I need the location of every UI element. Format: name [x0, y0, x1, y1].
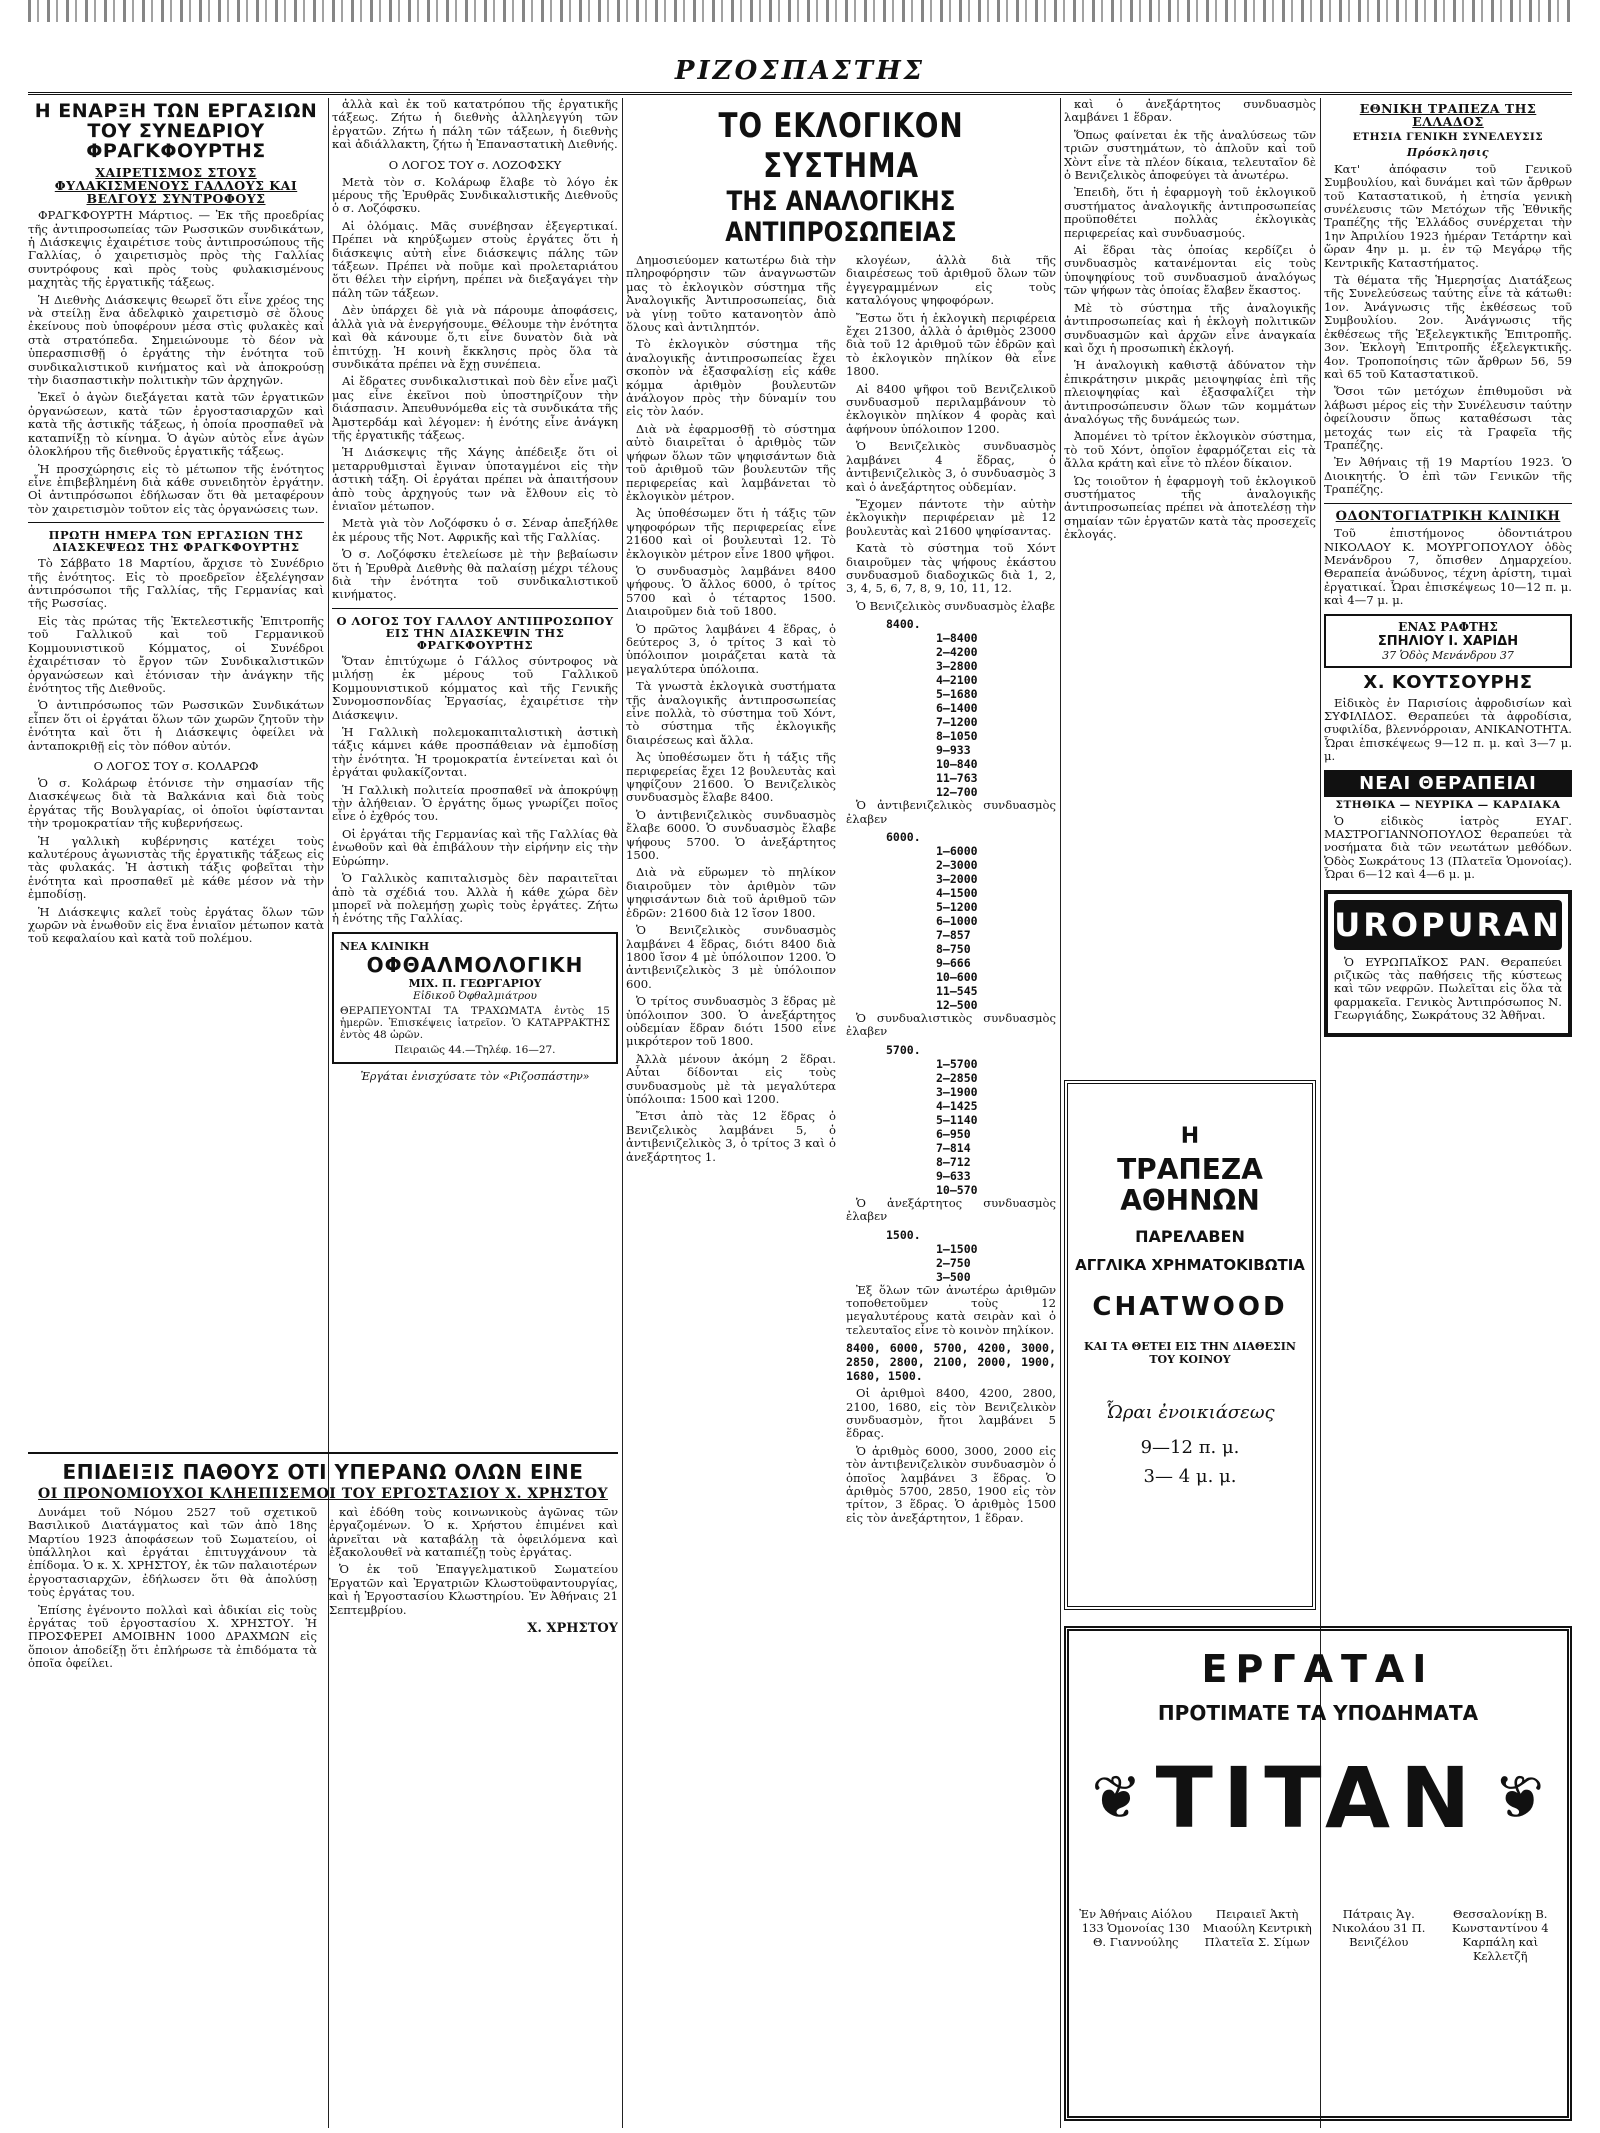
- vote-table-row: 4—2100: [936, 673, 978, 688]
- vote-table-row: 4—1500: [936, 885, 978, 900]
- store-address: Πειραιεῖ Ἀκτὴ Μιαούλη Κεντρικὴ Πλατεῖα Σ. Σίμων: [1202, 1907, 1312, 1949]
- article-paragraph: Ὁ σ. Λοζόφσκυ ἐτελείωσε μὲ τὴν βεβαίωσιν ὅτι ἡ Ἐρυθρὰ Διεθνὴς θὰ παλαίσῃ μέχρι τέλους διὰ τὴν ἑνότητα τοῦ συνδικαλιστικοῦ κινήματος.: [332, 547, 618, 602]
- column-2: [332, 98, 618, 1448]
- ad-bank-name: ΤΡΑΠΕΖΑ ΑΘΗΝΩΝ: [1117, 1153, 1263, 1217]
- store-address: Ἐν Ἀθήναις Αἰόλου 133 Ὁμονοίας 130 Θ. Γιαννούλης: [1079, 1907, 1193, 1949]
- vote-table-row: 9—666: [936, 955, 971, 970]
- article-paragraph: κλογέων, ἀλλὰ διὰ τῆς διαιρέσεως τοῦ ἀριθμοῦ ὅλων τῶν ἐγγεγραμμένων εἰς τοὺς καταλόγους ψηφοφόρων.: [846, 253, 1056, 308]
- article-paragraph: Τὰ γνωστὰ ἐκλογικὰ συστήματα τῆς ἀναλογικῆς ἀντιπροσωπείας εἶνε πολλὰ, τὸ σύστημα τοῦ Χόντ, τὸ σύστημα τῆς ἐκλογικῆς διαιρέσεως καὶ ἄλλα.: [626, 679, 836, 747]
- article-paragraph: Ἡ Γαλλικὴ πολεμοκαπιταλιστικὴ ἀστικὴ τάξις κάμνει κάθε προσπάθειαν νὰ ἐμποδίσῃ τὴν ἑνότητα. Ἡ τρομοκρατία ἐντείνεται καὶ ὁι ἐργάται φυλακίζονται.: [332, 725, 618, 780]
- ad-address: 37 Ὁδὸς Μενάνδρου 37: [1382, 648, 1514, 662]
- vote-table-row: 4—1425: [936, 1098, 978, 1113]
- article-paragraph: καὶ ὁ ἀνεξάρτητος συνδυασμὸς λαμβάνει 1 ἕδραν.: [1064, 98, 1316, 125]
- separator: [332, 608, 618, 609]
- article-paragraph: Ἐκεῖ ὁ ἀγὼν διεξάγεται κατὰ τῶν ἐργατικῶν ὀργανώσεων, κατὰ τῶν ἐργοστασιαρχῶν καὶ κατὰ τῆς ἀστικῆς τάξεως, ἡ ὁποία προσπαθεῖ νὰ καταπνίξῃ τὸ κίνημα. Ὁ ἀγὼν αὐτὸς εἶνε ἀγὼν ὁλοκλήρου τῆς διεθνοῦς ἐργατικῆς τάξεως.: [28, 390, 324, 459]
- vote-table-row: 7—857: [936, 927, 971, 942]
- article-paragraph: Τὸ ἐκλογικὸν σύστημα τῆς ἀναλογικῆς ἀντιπροσωπείας ἔχει σκοπὸν νὰ ἐξασφαλίσῃ εἰς κάθε κόμμα ἀριθμὸν βουλευτῶν ἀνάλογον πρὸς τὴν δύναμίν του εἰς τὸν λαόν.: [626, 337, 836, 419]
- bank-advertisement: [1064, 1080, 1316, 1610]
- article-paragraph: Ὁ τρίτος συνδυασμὸς 3 ἕδρας μὲ ὑπόλοιπον 300. Ὁ ἀνεξάρτητος οὐδεμίαν ἕδραν διότι 1500 εἶνε μικρότερον τοῦ 1800.: [626, 994, 836, 1049]
- column-4: [1064, 98, 1316, 1618]
- article-paragraph: Ἡ προσχώρησις εἰς τὸ μέτωπον τῆς ἑνότητος εἶνε ἐπιβεβλημένη διὰ κάθε συνειδητὸν ἐργάτην. Οἱ ἀντιπρόσωποι ἐδήλωσαν ὅτι θὰ μεταφέρουν τὸν χαιρετισμὸν τοῦτον εἰς τὰς ὀργανώσεις των.: [28, 461, 324, 516]
- article-paragraph: Εἰς τὰς πρώτας τῆς Ἐκτελεστικῆς Ἐπιτροπῆς τοῦ Γαλλικοῦ καὶ τοῦ Γερμανικοῦ Κομμουνιστικοῦ Κόμματος, οἱ Συνέδροι ἐχαιρέτισαν τὸ ἔργον τῶν Συνδικαλιστικῶν ὀργανώσεων καὶ ἐτόνισαν τὴν ἀνάγκην τῆς ἑνότητος τῆς Διεθνοῦς.: [28, 613, 324, 695]
- vote-table-row: 1—5700: [936, 1056, 978, 1071]
- vote-table-row: 5—1680: [936, 687, 978, 702]
- separator: [28, 522, 324, 523]
- vote-table-row: 7—814: [936, 1140, 971, 1155]
- ad-address: Πειραιῶς 44.—Τηλέφ. 16—27.: [394, 1043, 556, 1056]
- column-1: [28, 98, 324, 1448]
- ad-body: Εἰδικὸς ἐν Παρισίοις ἀφροδισίων καὶ ΣΥΦΙΛΙΔΟΣ. Θεραπεύει τὰ ἀφροδίσια, συφιλίδα, βλεννόρροιαν, ΑΝΙΚΑΝΟΤΗΤΑ. Ὧραι ἐπισκέψεως 9—12 π. μ. καὶ 3—7 μ. μ.: [1324, 695, 1572, 764]
- ad-body: Ὁ ΕΥΡΩΠΑΪΚΟΣ ΡΑΝ. Θεραπεύει ριζικῶς τὰς παθήσεις τῆς κύστεως καὶ τῶν νεφρῶν. Πωλεῖται εἰς ὅλα τὰ φαρμακεῖα. Γενικὸς Ἀντιπρόσωπος Ν. Γεωργιάδης, Σωκράτους 32 Ἀθῆναι.: [1334, 954, 1562, 1023]
- article-paragraph: Ἔχομεν πάντοτε τὴν αὐτὴν ἐκλογικὴν περιφέρειαν μὲ 12 βουλευτὰς καὶ 21600 ψηφίσαντας.: [846, 496, 1056, 538]
- column-rule: [622, 98, 623, 2128]
- ad-label: ΝΕΑ ΚΛΙΝΙΚΗ: [340, 939, 430, 953]
- footer-note: Ἐργάται ἐνισχύσατε τὸν «Ριζοσπάστην»: [360, 1069, 590, 1083]
- vote-table: [846, 830, 1056, 1012]
- article-paragraph: Ἐπίσης ἐγένοντο πολλαὶ καὶ ἀδικίαι εἰς τοὺς ἐργάτας τοῦ ἐργοστασίου Χ. ΧΡΗΣΤΟΥ. Ἡ ΠΡΟΣΦΕΡΕΙ ΑΜΟΙΒΗΝ 1000 ΔΡΑΧΜΩΝ εἰς ὅποιον ἀποδείξῃ ὅτι ἐπλήρωσε τὰ ἐπιδόματα τὰ ὁποῖα ὀφείλει.: [28, 1602, 317, 1671]
- article-paragraph: Ὁ Βενιζελικὸς συνδυασμὸς λαμβάνει 4 ἕδρας, ὁ ἀντιβενιζελικὸς 3, ὁ συνδυασμὸς 3 καὶ ὁ ἀνεξάρτητος οὐδεμίαν.: [846, 439, 1056, 494]
- article-paragraph: Διὰ νὰ ἐφαρμοσθῇ τὸ σύστημα αὐτὸ διαιρεῖται ὁ ἀριθμὸς τῶν ψήφων ὅλων τῶν ψηφισάντων διὰ τοῦ ἀριθμοῦ τῶν βουλευτῶν τῆς περιφερείας καὶ λαμβάνεται τὸ ἐκλογικὸν μέτρον.: [626, 421, 836, 503]
- article-paragraph: Ὁ Γαλλικὸς καπιταλισμὸς δὲν παραιτεῖται ἀπὸ τὰ σχέδιά του. Ἀλλὰ ἡ κάθε χώρα δὲν μπορεῖ νὰ πολεμήσῃ χωρὶς τοὺς ἐργάτες. Ζήτω ἡ ἑνότης τῆς Γαλλίας.: [332, 871, 618, 926]
- article-left-column: [626, 254, 836, 1529]
- vote-table-row: 10—840: [936, 757, 978, 772]
- article-paragraph: Ἔτσι ἀπὸ τὰς 12 ἕδρας ὁ Βενιζελικὸς λαμβάνει 5, ὁ ἀντιβενιζελικὸς 3, ὁ τρίτος 3 καὶ ὁ ἀνεξάρτητος 1.: [626, 1109, 836, 1164]
- ad-body: ΘΕΡΑΠΕΥΟΝΤΑΙ ΤΑ ΤΡΑΧΩΜΑΤΑ ἐντὸς 15 ἡμερῶν. Ἐπισκέψεις ἰατρεῖον. Ὁ ΚΑΤΑΡΡΑΚΤΗΣ ἐντὸς 48 ὡρῶν.: [340, 1004, 610, 1041]
- vote-table-row: 6—1400: [936, 701, 978, 716]
- section-headline: Ο ΛΟΓΟΣ ΤΟΥ σ. ΛΟΖΟΦΣΚΥ: [388, 157, 562, 172]
- notice-paragraph: Κατ' ἀπόφασιν τοῦ Γενικοῦ Συμβουλίου, καὶ δυνάμει καὶ τῶν ἄρθρων τοῦ Καταστατικοῦ, ἡ ἐτησία γενικὴ συνέλευσις τῶν Μετόχων τῆς Ἐθνικῆς Τραπέζης τῆς Ἑλλάδος συνέρχεται τὴν 1ην Ἀπριλίου 1923 ἡμέραν Τετάρτην καὶ ὥραν 4ην μ. μ. ἐν τῷ Μεγάρῳ τῆς Κεντρικῆς Καταστήματος.: [1324, 161, 1572, 270]
- ad-subheadline: ΠΡΟΤΙΜΑΤΕ ΤΑ ΥΠΟΔΗΜΑΤΑ: [1157, 1701, 1479, 1725]
- vote-table: [846, 1043, 1056, 1197]
- column-5: [1324, 98, 1572, 1628]
- article-paragraph: Ὁ σ. Κολάρωφ ἐτόνισε τὴν σημασίαν τῆς Διασκέψεως διὰ τὰ Βαλκάνια καὶ διὰ τοὺς ἐργάτας τῆς Βουλγαρίας, οἱ ὁποῖοι ὑφίστανται τὴν τρομοκρατίαν τῆς κυβερνήσεως.: [28, 775, 324, 831]
- vote-table-row: 2—3000: [936, 857, 978, 872]
- article-paragraph: Ὅπως φαίνεται ἐκ τῆς ἀναλύσεως τῶν τριῶν συστημάτων, τὸ ἁπλοῦν καὶ τοῦ Χὸντ εἶνε τὰ πλέον δίκαια, τελευταῖον δὲ ὁ Βενιζελικὸς ἀποφεύγει τὰ ἀνωτέρω.: [1064, 127, 1316, 183]
- vote-table-label: 1500.: [886, 1227, 921, 1242]
- article-paragraph: Ὅταν ἐπιτύχωμε ὁ Γάλλος σύντροφος νὰ μιλήσῃ ἐκ μέρους τοῦ Γαλλικοῦ Κομμουνιστικοῦ κόμματος καὶ τῆς Γενικῆς Συνομοσπονδίας Ἐργασίας, ἐχαιρέτισε τὴν Διάσκεψιν.: [332, 654, 618, 722]
- vote-table-label: 6000.: [886, 829, 921, 844]
- ad-headline: ΟΦΘΑΛΜΟΛΟΓΙΚΗ: [366, 952, 584, 977]
- vote-table-row: 11—763: [936, 771, 978, 786]
- vote-table-row: 8—750: [936, 941, 971, 956]
- ordered-quotients: 8400, 6000, 5700, 4200, 3000, 2850, 2800, 2100, 2000, 1900, 1680, 1500.: [846, 1341, 1056, 1384]
- vote-table-row: 5—1200: [936, 899, 978, 914]
- article-paragraph: Ἡ ἀναλογικὴ καθιστᾷ ἀδύνατον τὴν ἐπικράτησιν μικρᾶς μειοψηφίας ἐπὶ τῆς πλειοψηφίας καὶ ἐξασφαλίζει τὴν ἀντιπροσώπευσιν ὅλων τῶν κομμάτων ἀναλόγως τῆς δυνάμεώς των.: [1064, 358, 1316, 426]
- notice-paragraph: Τὰ θέματα τῆς Ἡμερησίας Διατάξεως τῆς Συνελεύσεως ταύτης εἶνε τὰ κάτωθι: 1ον. Ἀνάγνωσις τῆς ἐκθέσεως τοῦ Συμβουλίου. 2ον. Ἀνάγνωσις τῆς ἐκθέσεως τῆς Ἐξελεγκτικῆς Ἐπιτροπῆς. 3ον. Ἐκλογὴ Ἐπιτροπῆς ἐξελεγκτικῆς. 4ον. Τροποποίησις τῶν ἄρθρων 56, 59 καὶ 65 τοῦ Καταστατικοῦ.: [1324, 273, 1572, 381]
- article-paragraph: Ἔστω ὅτι ἡ ἐκλογικὴ περιφέρεια ἔχει 21300, ἀλλὰ ὁ ἀριθμὸς 23000 διὰ τοῦ 12 ἀριθμοῦ τῶν ἑδρῶν καὶ τὸ ἐκλογικὸν πηλίκον θὰ εἶνε 1800.: [846, 310, 1056, 379]
- ad-hours: 9—12 π. μ.: [1140, 1436, 1240, 1458]
- titan-advertisement: [1064, 1626, 1572, 2121]
- bottom-article: [28, 1452, 618, 2130]
- vote-table-row: 3—2800: [936, 659, 978, 674]
- ad-brand: CHATWOOD: [1092, 1291, 1288, 1322]
- article-paragraph: Ὁ ἐκ τοῦ Ἐπαγγελματικοῦ Σωματείου Ἐργατῶν καὶ Ἐργατριῶν Κλωστοϋφαντουργίας, καὶ ἡ Ἐργοστασίου Κλωστηρίου. Ἐν Ἀθήναις 21 Σεπτεμβρίου.: [329, 1562, 618, 1617]
- article-body: [626, 254, 1056, 1529]
- signature: Χ. ΧΡΗΣΤΟΥ: [527, 1620, 618, 1636]
- article-paragraph: καὶ ἐδόθη τοὺς κοινωνικοὺς ἀγῶνας τῶν ἐργαζομένων. Ὁ κ. Χρήστου ἐπιμένει καὶ ἀρνεῖται νὰ καταβάλῃ τὰ ὀφειλόμενα καὶ ἐξακολουθεῖ νὰ καταπιέζῃ τοὺς ἐργάτας.: [329, 1504, 618, 1559]
- ornament-icon: ❦: [1494, 1763, 1545, 1833]
- article-paragraph: Αἱ ὁλόμαις. Μᾶς συνέβησαν ἐξεγερτικαί. Πρέπει νὰ κηρύξωμεν στοὺς ἐργάτες ὅτι ἡ διάσκεψις αὐτὴ εἶνε διάσκεψις πάλης τῶν τάξεων. Πρέπει νὰ ποῦμε καὶ προλεταριάτου ὅτι θέλει τὴν εἰρήνη, πρέπει νὰ διεξαγάγει τὴν πάλη τῶν τάξεων.: [332, 218, 618, 300]
- vote-table-row: 12—700: [936, 785, 978, 800]
- section-headline: Ο ΛΟΓΟΣ ΤΟΥ σ. ΚΟΛΑΡΩΦ: [93, 758, 259, 773]
- vote-table-row: 5—1140: [936, 1112, 978, 1127]
- ad-line: ΑΓΓΛΙΚΑ ΧΡΗΜΑΤΟΚΙΒΩΤΙΑ: [1075, 1255, 1305, 1274]
- article-paragraph: Αἱ ἔδρατες συνδικαλιστικαὶ ποὺ δὲν εἶνε μαζὶ μας εἶνε ἐκεῖνοι ποὺ ὑποστηρίζουν τὴν διάσπασιν. Ἀπευθυνόμεθα εἰς τὰ συνδικάτα τῆς Ἀμστερδάμ καὶ λέγομεν: ἡ ἑνότης εἶνε ἀνάγκη τῆς ἐργατικῆς τάξεως.: [332, 374, 618, 442]
- ad-hours-label: Ὧραι ἐνοικιάσεως: [1105, 1401, 1275, 1423]
- separator: [1324, 503, 1572, 504]
- vote-table-row: 3—1900: [936, 1084, 978, 1099]
- ad-headline: ΟΔΟΝΤΟΓΙΑΤΡΙΚΗ ΚΛΙΝΙΚΗ: [1335, 508, 1561, 524]
- article-paragraph: Ὁ ἀνεξάρτητος συνδυασμὸς ἐλαβεν: [846, 1195, 1056, 1224]
- ad-subtitle: Εἰδικοῦ Ὀφθαλμιάτρου: [413, 989, 537, 1002]
- ad-body: Τοῦ ἐπιστήμονος ὀδοντιάτρου ΝΙΚΟΛΑΟΥ Κ. ΜΟΥΡΓΟΠΟΥΛΟΥ ὁδὸς Μενάνδρου 7, ὄπισθεν Δημαρχείου. Θεραπεία ἀνώδυνος, τέχνη ἀρίστη, τιμαὶ ἐργατικαί. Ὧραι ἐπισκέψεως 10—12 π. μ. καὶ 4—7 μ. μ.: [1324, 526, 1572, 608]
- uropuran-advertisement: [1324, 890, 1572, 1037]
- article-paragraph: Ὁ Βενιζελικὸς συνδυασμὸς λαμβάνει 4 ἕδρας, διότι 8400 διὰ 1800 ἴσον 4 μὲ ὑπόλοιπον 1200. Ὁ ἀντιβενιζελικὸς 3 μὲ ὑπόλοιπον 600.: [626, 923, 836, 991]
- article-paragraph: Ἀλλὰ μένουν ἀκόμη 2 ἕδραι. Αὗται δίδονται εἰς τοὺς συνδυασμοὺς μὲ τὰ μεγαλύτερα ὑπόλοιπα: 1500 καὶ 1200.: [626, 1051, 836, 1106]
- vote-table-row: 11—545: [936, 983, 978, 998]
- ad-name: ΣΠΗΛΙΟΥ Ι. ΧΑΡΙΔΗ: [1377, 633, 1519, 649]
- article-paragraph: Μετὰ τὸν σ. Κολάρωφ ἔλαβε τὸ λόγο ἐκ μέρους τῆς Ἐρυθρᾶς Συνδικαλιστικῆς Διεθνοῦς ὁ σ. Λοζόφσκυ.: [332, 174, 618, 216]
- tailor-advertisement: [1324, 614, 1572, 668]
- vote-table-row: 3—500: [936, 1269, 971, 1284]
- article-subheadline: ΟΙ ΠΡΟΝΟΜΙΟΥΧΟΙ ΚΛΗΕΠΙΣΕΜΟΙ ΤΟΥ ΕΡΓΟΣΤΑΣΙΟΥ Χ. ΧΡΗΣΤΟΥ: [38, 1486, 608, 1502]
- store-address: Θεσσαλονίκῃ Β. Κωνσταντίνου 4 Καρπάλη καὶ Κελλετζῆ: [1451, 1907, 1549, 1963]
- ad-hours: 3— 4 μ. μ.: [1143, 1465, 1237, 1487]
- notice-headline: ΕΘΝΙΚΗ ΤΡΑΠΕΖΑ ΤΗΣ ΕΛΛΑΔΟΣ: [1359, 101, 1537, 130]
- newspaper-page: [28, 0, 1572, 2133]
- vote-table-row: 1—1500: [936, 1241, 978, 1256]
- vote-table-row: 8—712: [936, 1154, 971, 1169]
- section-headline: ΠΡΩΤΗ ΗΜΕΡΑ ΤΩΝ ΕΡΓΑΣΙΩΝ ΤΗΣ ΔΙΑΣΚΕΨΕΩΣ ΤΗΣ ΦΡΑΓΚΦΟΥΡΤΗΣ: [48, 528, 304, 555]
- article-paragraph: Δυνάμει τοῦ Νόμου 2527 τοῦ σχετικοῦ Βασιλικοῦ Διατάγματος καὶ τῶν ἀπὸ 18ης Μαρτίου 1923 ἀποφάσεων τοῦ Σωματείου, οἱ ὑπάλληλοι καὶ ἐργάται ἐπιτυγχάνουν τὰ ἐπίδομα. Ὁ κ. Χ. ΧΡΗΣΤΟΥ, ἐκ τῶν παλαιοτέρων ἐργοστασιαρχῶν, ἐδήλωσεν ὅτι θὰ ἀπολύσῃ τοὺς ἐργάτας του.: [28, 1504, 317, 1600]
- article-paragraph: Οἱ ἀριθμοὶ 8400, 4200, 2800, 2100, 1680, εἰς τὸν Βενιζελικὸν συνδυασμὸν, ἤτοι λαμβάνει 5 ἕδρας.: [846, 1386, 1056, 1441]
- article-paragraph: Ἡ Γαλλικὴ πολιτεία προσπαθεῖ νὰ ἀποκρύψῃ τὴν ἀλήθειαν. Ὁ ἐργάτης ὅμως γνωρίζει ποῖος εἶνε ὁ ἐχθρός του.: [332, 782, 618, 824]
- article-paragraph: Ὁ συνδυαλιστικὸς συνδυασμὸς ἐλαβεν: [846, 1010, 1056, 1039]
- ad-banner: [1324, 770, 1572, 797]
- ad-article: Η: [1180, 1124, 1200, 1149]
- ornament-icon: ❦: [1091, 1763, 1142, 1833]
- article-paragraph: Ὁ ἀντιβενιζελικὸς συνδυασμὸς ἔλαβε 6000. Ὁ συνδυασμὸς ἔλαβε ψήφους 5700. Ὁ ἀνεξάρτητος 1500.: [626, 807, 836, 863]
- notice-subheadline: ΕΤΗΣΙΑ ΓΕΝΙΚΗ ΣΥΝΕΛΕΥΣΙΣ: [1352, 131, 1544, 144]
- article-paragraph: Ὡς τοιοῦτον ἡ ἐφαρμογὴ τοῦ ἐκλογικοῦ συστήματος τῆς ἀναλογικῆς ἀντιπροσωπείας πρέπει νὰ ἀποτελέσῃ τὴν σημαίαν τῶν ἐργατῶν κατὰ τὰς προσεχεῖς ἐκλογάς.: [1064, 473, 1316, 542]
- vote-table-row: 7—1200: [936, 715, 978, 730]
- vote-table-row: 2—2850: [936, 1070, 978, 1085]
- notice-subheadline: Πρόσκλησις: [1406, 146, 1490, 160]
- ad-brand: TITAN: [1155, 1749, 1481, 1847]
- column-3: [626, 98, 1056, 2128]
- article-paragraph: ΦΡΑΓΚΦΟΥΡΤΗ Μάρτιος. — Ἐκ τῆς προεδρίας τῆς ἀντιπροσωπείας τῶν Ρωσσικῶν συνδικάτων, ἡ Διάσκεψις ἐχαιρέτισε τοὺς ἀντιπροσώπους τῆς Γαλλίας, ὁ χαιρετισμὸς πρὸς τὴς Γαλλίας συντρόφους καὶ πρὸς τοὺς φυλακισμένους μαχητὰς τῆς ἐργατικῆς τάξεως.: [28, 208, 324, 290]
- article-paragraph: Οἱ ἐργάται τῆς Γερμανίας καὶ τῆς Γαλλίας θὰ ἑνωθοῦν καὶ θὰ ἐπιβάλουν τὴν εἰρήνην εἰς τὴν Εὐρώπην.: [332, 826, 618, 868]
- masthead: ΡΙΖΟΣΠΑΣΤΗΣ: [674, 56, 926, 86]
- ad-brand: UROPURAN: [1334, 900, 1562, 950]
- vote-table-row: 2—4200: [936, 645, 978, 660]
- article-paragraph: Μετὰ γιὰ τὸν Λοζόφσκυ ὁ σ. Σέναρ ἀπεξήλθε ἐκ μέρους τῆς Νοτ. Αφρικῆς καὶ τῆς Γαλλίας.: [332, 516, 618, 544]
- article-headline: Η ΕΝΑΡΞΗ ΤΩΝ ΕΡΓΑΣΙΩΝ ΤΟΥ ΣΥΝΕΔΡΙΟΥ ΦΡΑΓΚΦΟΥΡΤΗΣ: [34, 100, 318, 162]
- main-headline: ΤΟ ΕΚΛΟΓΙΚΟΝ ΣΥΣΤΗΜΑ: [718, 106, 964, 186]
- vote-table-row: 10—570: [936, 1182, 978, 1197]
- article-paragraph: Ἡ Διάσκεψις τῆς Χάγης ἀπέδειξε ὅτι οἱ μεταρρυθμισταὶ ἔγιναν ὑποταγμένοι εἰς τὴν ἀστικὴ τάξη. Οἱ ἐργάται πρέπει νὰ ἀπαιτήσουν ἀπὸ τοὺς ἀρχηγούς των νὰ ἔλθουν εἰς τὸ ἑνιαῖον μέτωπον.: [332, 445, 618, 513]
- vote-table-row: 10—600: [936, 969, 978, 984]
- ad-headline: ΝΕΑΙ ΘΕΡΑΠΕΙΑΙ: [1359, 772, 1537, 794]
- vote-table-row: 6—1000: [936, 913, 978, 928]
- vote-table-row: 1—6000: [936, 843, 978, 858]
- article-paragraph: Ἀς ὑποθέσωμεν ὅτι ἡ τάξις τῶν ψηφοφόρων τῆς περιφερείας εἶνε 21600 καὶ οἱ βουλευταὶ 12. Τὸ ἐκλογικὸν μέτρον εἶνε 1800 ψῆφοι.: [626, 506, 836, 561]
- ad-subheadline: ΣΤΗΘΙΚΑ — ΝΕΥΡΙΚΑ — ΚΑΡΔΙΑΚΑ: [1335, 798, 1561, 811]
- vote-table: [846, 1228, 1056, 1284]
- vote-table: [846, 617, 1056, 799]
- article-paragraph: Ὁ ἀντιβενιζελικὸς συνδυασμὸς ἐλαβεν: [846, 798, 1056, 826]
- article-paragraph: Ὁ Βενιζελικὸς συνδυασμὸς ἐλαβε: [856, 598, 1055, 613]
- article-paragraph: Ὁ πρῶτος λαμβάνει 4 ἕδρας, ὁ δεύτερος 3, ὁ τρίτος 3 καὶ τὸ ὑπόλοιπον μοιράζεται κατὰ τὰ μεγαλύτερα ὑπόλοιπα.: [626, 621, 836, 676]
- ad-name: ΜΙΧ. Π. ΓΕΩΡΓΑΡΙΟΥ: [408, 976, 542, 990]
- masthead-rule: [28, 92, 1572, 95]
- article-paragraph: Αἱ 8400 ψῆφοι τοῦ Βενιζελικοῦ συνδυασμοῦ περιλαμβάνουν τὸ ἐκλογικὸν πηλίκον 4 φορὰς καὶ ἀφήνουν ὑπόλοιπον 1200.: [846, 381, 1056, 436]
- article-body: [28, 1506, 618, 1675]
- ad-brand-row: [1079, 1749, 1557, 1847]
- ad-line: ΠΑΡΕΛΑΒΕΝ: [1135, 1226, 1245, 1246]
- article-paragraph: Ἐξ ὅλων τῶν ἀνωτέρω ἀριθμῶν τοποθετοῦμεν τοὺς 12 μεγαλυτέρους κατὰ σειρὰν καὶ ὁ τελευταῖος εἶνε τὸ κοινὸν πηλίκον.: [846, 1282, 1056, 1337]
- vote-table-label: 8400.: [886, 617, 921, 632]
- article-paragraph: Ἐπειδὴ, ὅτι ἡ ἐφαρμογὴ τοῦ ἐκλογικοῦ συστήματος ἀναλογικῆς ἀντιπροσωπείας προϋποθέτει πολλὰς ἐκλογικὰς περιφερείας καὶ συνδυασμούς.: [1064, 185, 1316, 240]
- article-paragraph: Αἱ ἕδραι τὰς ὁποίας κερδίζει ὁ συνδυασμὸς κατανέμονται εἰς τοὺς ὑποψηφίους τοῦ συνδυασμοῦ ἀναλόγως τῶν ψήφων τὰς ὁποίας ἔλαβεν ἕκαστος.: [1064, 243, 1316, 298]
- article-paragraph: Ἡ γαλλικὴ κυβέρνησις κατέχει τοὺς καλυτέρους ἀγωνιστὰς τῆς ἐργατικῆς τάξεως εἰς τὰς φυλακάς. Ἡ ἀστικὴ τάξις φοβεῖται τὴν ἑνότητα καὶ προσπαθεῖ μὲ κάθε μέσον νὰ τὴν ἐμποδίσῃ.: [28, 833, 324, 902]
- vote-table-row: 3—2000: [936, 871, 978, 886]
- article-paragraph: Ὁ συνδυασμὸς λαμβάνει 8400 ψήφους. Ὁ ἄλλος 6000, ὁ τρίτος 5700 καὶ ὁ τέταρτος 1500. Διαιροῦμεν διὰ τοῦ 1800.: [626, 563, 836, 619]
- ad-headline: ΕΡΓΑΤΑΙ: [1201, 1647, 1435, 1691]
- vote-table-row: 1—8400: [936, 631, 978, 646]
- article-paragraph: Ὁ ἀντιπρόσωπος τῶν Ρωσσικῶν Συνδικάτων εἶπεν ὅτι οἱ ἐργάται ὅλων τῶν χωρῶν ζητοῦν τὴν ἑνότητα καὶ ὅτι ἡ Διάσκεψις ὀφείλει νὰ ἀνταποκριθῇ εἰς τὸν πόθον αὐτόν.: [28, 698, 324, 753]
- vote-table-row: 9—633: [936, 1168, 971, 1183]
- article-right-column: [846, 254, 1056, 1529]
- article-paragraph: Ἡ Διεθνὴς Διάσκεψις θεωρεῖ ὅτι εἶνε χρέος της νὰ στείλῃ ἕνα ἀδελφικὸ χαιρετισμὸ σὲ ὅλους ἐκείνους ποὺ ὑποφέρουν μέσα στὶς φυλακὲς καὶ στὰ στρατόπεδα. Σημειώνουμε τὸ δέον νὰ ὑπερασπισθῇ ὁ ἐργάτης τὴν ἑνότητα τοῦ συνδικαλιστικοῦ κινήματος καὶ νὰ ἀποκρούσῃ τὴν διασπαστικὴν πολιτικὴν τῶν ἀρχηγῶν.: [28, 292, 324, 388]
- ad-headline: Χ. ΚΟΥΤΣΟΥΡΗΣ: [1363, 671, 1533, 693]
- article-paragraph: Δὲν ὑπάρχει δὲ γιὰ νὰ πάρουμε ἀποφάσεις, ἀλλὰ γιὰ νὰ ἐνεργήσουμε. Θέλουμε τὴν ἑνότητα καὶ θὰ κάνουμε ὅ,τι εἶνε δυνατὸν διὰ νὰ ἐπιτύχῃ. Ἡ κοινὴ ἔκκλησις πρὸς ὅλα τὰ συνδικάτα πρέπει νὰ ἔχῃ συνέπεια.: [332, 303, 618, 371]
- ad-line: ΚΑΙ ΤΑ ΘΕΤΕΙ ΕΙΣ ΤΗΝ ΔΙΑΘΕΣΙΝ ΤΟΥ ΚΟΙΝΟΥ: [1084, 1339, 1296, 1366]
- scan-border: [28, 0, 1572, 22]
- article-paragraph: Τὸ Σάββατο 18 Μαρτίου, ἄρχισε τὸ Συνέδριο τῆς ἑνότητος. Εἰς τὸ προεδρεῖον ἐξελέγησαν ἀντιπρόσωποι τῆς Γαλλίας, τῆς Γερμανίας καὶ τῆς Ρωσσίας.: [28, 556, 324, 611]
- main-subheadline: ΤΗΣ ΑΝΑΛΟΓΙΚΗΣ ΑΝΤΙΠΡΟΣΩΠΕΙΑΣ: [725, 186, 957, 248]
- article-subheadline: ΧΑΙΡΕΤΙΣΜΟΣ ΣΤΟΥΣ ΦΥΛΑΚΙΣΜΕΝΟΥΣ ΓΑΛΛΟΥΣ ΚΑΙ ΒΕΛΓΟΥΣ ΣΥΝΤΡΟΦΟΥΣ: [54, 164, 298, 207]
- article-headline: ΕΠΙΔΕΙΞΙΣ ΠΑΘΟΥΣ ΟΤΙ ΥΠΕΡΑΝΩ ΟΛΩΝ ΕΙΝΕ: [62, 1460, 584, 1484]
- article-paragraph: Ὁ ἀριθμὸς 6000, 3000, 2000 εἰς τὸν ἀντιβενιζελικὸν συνδυασμὸν ὁ ὁποῖος λαμβάνει 3 ἕδρας. Ὁ ἀριθμὸς 5700, 2850, 1900 εἰς τὸν τρίτον, 3 ἕδρας. Ὁ ἀριθμὸς 1500 εἰς τὸν ἀνεξάρτητον, 1 ἕδραν.: [846, 1443, 1056, 1525]
- notice-paragraph: Ἐν Ἀθήναις τῇ 19 Μαρτίου 1923. Ὁ Διοικητής. Ὁ ἐπὶ τῶν Γενικῶν τῆς Τραπέζης.: [1324, 455, 1572, 497]
- article-paragraph: Ἀπομένει τὸ τρίτον ἐκλογικὸν σύστημα, τὸ τοῦ Χόντ, ὁποῖον ἐφαρμόζεται εἰς τὰ ἄλλα κράτη καὶ εἶνε τὸ πλέον δίκαιον.: [1064, 429, 1316, 471]
- section-headline: Ο ΛΟΓΟΣ ΤΟΥ ΓΑΛΛΟΥ ΑΝΤΙΠΡΟΣΩΠΟΥ ΕΙΣ ΤΗΝ ΔΙΑΣΚΕΨΙΝ ΤΗΣ ΦΡΑΓΚΦΟΥΡΤΗΣ: [336, 613, 614, 652]
- vote-table-row: 8—1050: [936, 729, 978, 744]
- article-paragraph: Ἀς ὑποθέσωμεν ὅτι ἡ τάξις τῆς περιφερείας ἔχει 12 βουλευτὰς καὶ ψηφίζουν 21600. Ὁ Βενιζελικὸς συνδυασμὸς ἔλαβε 8400.: [626, 750, 836, 805]
- ad-headline: ΕΝΑΣ ΡΑΦΤΗΣ: [1398, 619, 1498, 634]
- vote-table-row: 2—750: [936, 1255, 971, 1270]
- article-paragraph: ἀλλὰ καὶ ἐκ τοῦ κατατρόπου τῆς ἐργατικῆς τάξεως. Ζήτω ἡ διεθνὴς ἀλληλεγγύη τῶν ἐργατῶν. Ζήτω ἡ πάλη τῶν τάξεων, ἡ διεθνὴς καὶ ἀδιάλλακτη, ζήτω ἡ Ἐπαναστατικὴ Διεθνής.: [332, 98, 618, 152]
- vote-table-row: 6—950: [936, 1126, 971, 1141]
- ad-body: Ὁ εἰδικὸς ἰατρὸς ΕΥΑΓ. ΜΑΣΤΡΟΓΙΑΝΝΟΠΟΥΛΟΣ θεραπεύει τὰ νοσήματα διὰ τῶν νεωτάτων μεθόδων. Ὁδὸς Σωκράτους 13 (Πλατεῖα Ὁμονοίας). Ὧραι 6—12 καὶ 4—6 μ. μ.: [1324, 813, 1572, 882]
- vote-table-row: 9—933: [936, 743, 971, 758]
- article-paragraph: Μὲ τὸ σύστημα τῆς ἀναλογικῆς ἀντιπροσωπείας καὶ ἡ ἐκλογὴ πολιτικῶν συνδυασμῶν καὶ ἀρχῶν εἶνε ἀναγκαία καὶ ὄχι ἡ προσωπικὴ ἐκλογή.: [1064, 300, 1316, 355]
- column-rule: [1060, 98, 1061, 2128]
- article-paragraph: Διὰ νὰ εὕρωμεν τὸ πηλίκον διαιροῦμεν τὸν ἀριθμὸν τῶν ψηφισάντων διὰ τοῦ ἀριθμοῦ τῶν ἑδρῶν: 21600 διὰ 12 ἴσον 1800.: [626, 865, 836, 920]
- clinic-advertisement: [332, 932, 618, 1064]
- store-address: Πάτραις Ἁγ. Νικολάου 31 Π. Βενιζέλου: [1332, 1907, 1426, 1949]
- article-paragraph: Κατὰ τὸ σύστημα τοῦ Χόντ διαιροῦμεν τὰς ψήφους ἑκάστου συνδυασμοῦ διαδοχικῶς διὰ 1, 2, 3, 4, 5, 6, 7, 8, 9, 10, 11, 12.: [846, 541, 1056, 596]
- ad-stores: [1079, 1907, 1557, 1963]
- notice-paragraph: Ὅσοι τῶν μετόχων ἐπιθυμοῦσι νὰ λάβωσι μέρος εἰς τὴν Συνέλευσιν ταύτην ὀφείλουσιν ὅπως καταθέσωσι τὰς μετοχάς των εἰς τὰ Γραφεῖα τῆς Τραπέζης.: [1324, 384, 1572, 452]
- article-paragraph: Δημοσιεύομεν κατωτέρω διὰ τὴν πληροφόρησιν τῶν ἀναγνωστῶν μας τὸ ἐκλογικὸν σύστημα τῆς Ἀναλογικῆς Ἀντιπροσωπείας, διὰ νὰ γίνῃ τοῦτο κατανοητὸν ἀπὸ ὅλους καὶ ἀντιληπτόν.: [626, 253, 836, 335]
- vote-table-row: 12—500: [936, 997, 978, 1012]
- vote-table-label: 5700.: [886, 1042, 921, 1057]
- article-paragraph: Ἡ Διάσκεψις καλεῖ τοὺς ἐργάτας ὅλων τῶν χωρῶν νὰ ἑνωθοῦν εἰς ἕνα ἑνιαῖον μέτωπον κατὰ τοῦ κεφαλαίου καὶ κατὰ τοῦ πολέμου.: [28, 904, 324, 946]
